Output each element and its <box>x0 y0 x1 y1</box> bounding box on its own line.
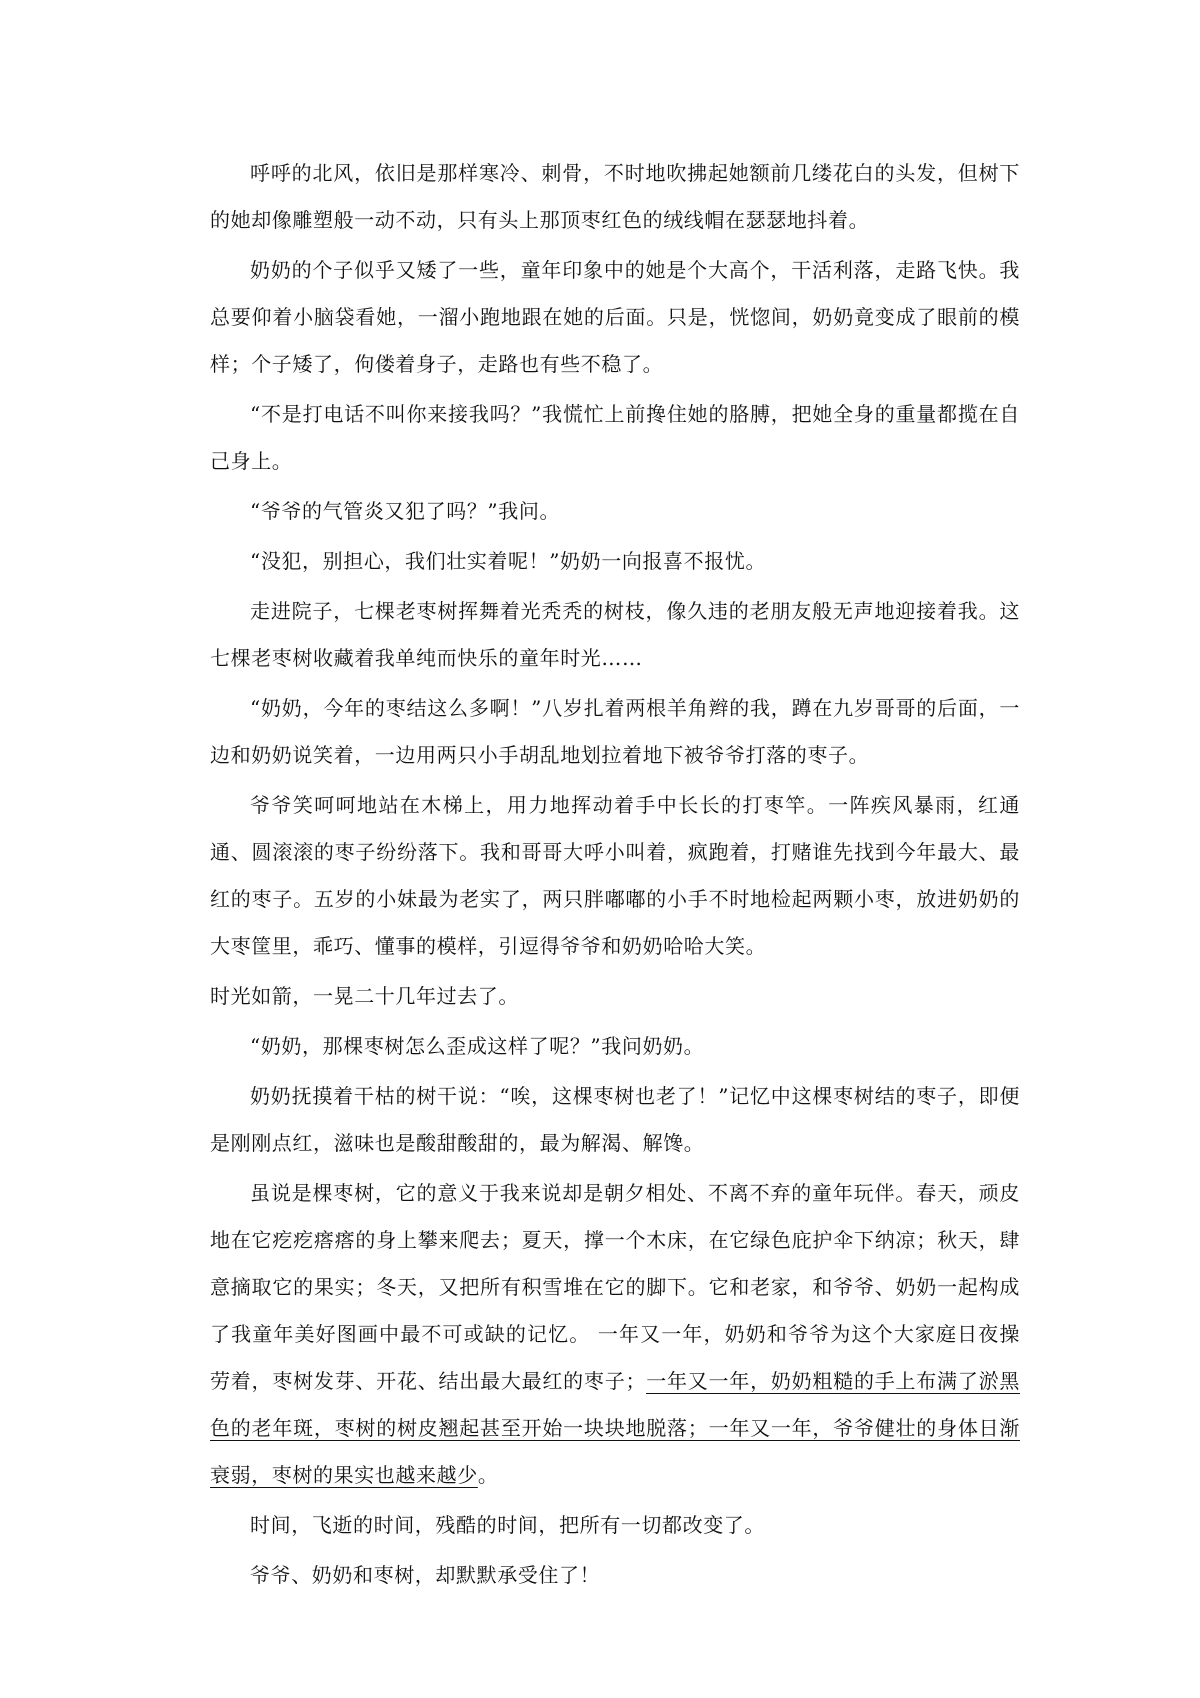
paragraph-childhood-companion <box>210 1170 1020 1499</box>
paragraph-north-wind: 呼呼的北风，依旧是那样寒冷、刺骨，不时地吹拂起她额前几缕花白的头发，但树下的她却像雕塑般一动不动，只有头上那顶枣红色的绒线帽在瑟瑟地抖着。 <box>210 161 1020 232</box>
paragraph-crooked-tree: “奶奶，那棵枣树怎么歪成这样了呢？”我问奶奶。 <box>250 1034 705 1058</box>
paragraph-dates-harvest: “奶奶，今年的枣结这么多啊！”八岁扎着两根羊角辫的我，蹲在九岁哥哥的后面，一边和奶奶说笑着，一边用两只小手胡乱地划拉着地下被爷爷打落的枣子。 <box>210 696 1020 767</box>
paragraph-grandpa-ladder: 爷爷笑呵呵地站在木梯上，用力地挥动着手中长长的打枣竿。一阵疾风暴雨，红通通、圆滚滚的枣子纷纷落下。我和哥哥大呼小叫着，疯跑着，打赌谁先找到今年最大、最红的枣子。五岁的小妹最为老实了，两只胖嘟嘟的小手不时地检起两颗小枣，放进奶奶的大枣筐里，乖巧、懂事的模样，引逗得爷爷和奶奶哈哈大笑。 <box>210 793 1020 958</box>
paragraph-old-tree: 奶奶抚摸着干枯的树干说：“唉，这棵枣树也老了！”记忆中这棵枣树结的枣子，即便是刚刚点红，滋味也是酸甜酸甜的，最为解渴、解馋。 <box>210 1084 1020 1155</box>
paragraph-phone-call: “不是打电话不叫你来接我吗？”我慌忙上前搀住她的胳膊，把她全身的重量都揽在自己身上。 <box>210 402 1020 473</box>
paragraph-courtyard: 走进院子，七棵老枣树挥舞着光秃秃的树枝，像久违的老朋友般无声地迎接着我。这七棵老枣树收藏着我单纯而快乐的童年时光…… <box>210 599 1020 670</box>
paragraph-companion-text: 虽说是棵枣树，它的意义于我来说却是朝夕相处、不离不弃的童年玩伴。春天，顽皮地在它疙疙瘩瘩的身上攀来爬去；夏天，撑一个木床，在它绿色庇护伞下纳凉；秋天，肆意摘取它的果实；冬天，又把所有积雪堆在它的脚下。它和老家，和爷爷、奶奶一起构成了我童年美好图画中最不可或缺的记忆。 一年又一年，奶奶和爷爷为这个大家庭日夜操劳着，枣树发芽、开花、结出最大最红的枣子； <box>210 1181 1020 1393</box>
paragraph-grandma-reply: “没犯，别担心，我们壮实着呢！”奶奶一向报喜不报忧。 <box>250 549 767 573</box>
paragraph-grandma-height: 奶奶的个子似乎又矮了一些，童年印象中的她是个大高个，干活利落，走路飞快。我总要仰着小脑袋看她，一溜小跑地跟在她的后面。只是，恍惚间，奶奶竟变成了眼前的模样；个子矮了，佝偻着身子，走路也有些不稳了。 <box>210 258 1020 376</box>
essay-body <box>210 150 1020 1602</box>
underlined-sentence: 一年又一年，奶奶粗糙的手上布满了淤黑色的老年斑，枣树的树皮翘起甚至开始一块块地脱落；一年又一年，爷爷健壮的身体日渐衰弱，枣树的果实也越来越少 <box>210 1369 1020 1487</box>
paragraph-time-passes: 时光如箭，一晃二十几年过去了。 <box>210 984 519 1008</box>
paragraph-companion-tail: 。 <box>477 1463 499 1487</box>
paragraph-grandpa-question: “爷爷的气管炎又犯了吗？”我问。 <box>250 499 561 523</box>
paragraph-cruel-time: 时间，飞逝的时间，残酷的时间，把所有一切都改变了。 <box>250 1513 765 1537</box>
paragraph-endurance: 爷爷、奶奶和枣树，却默默承受住了！ <box>250 1563 601 1587</box>
